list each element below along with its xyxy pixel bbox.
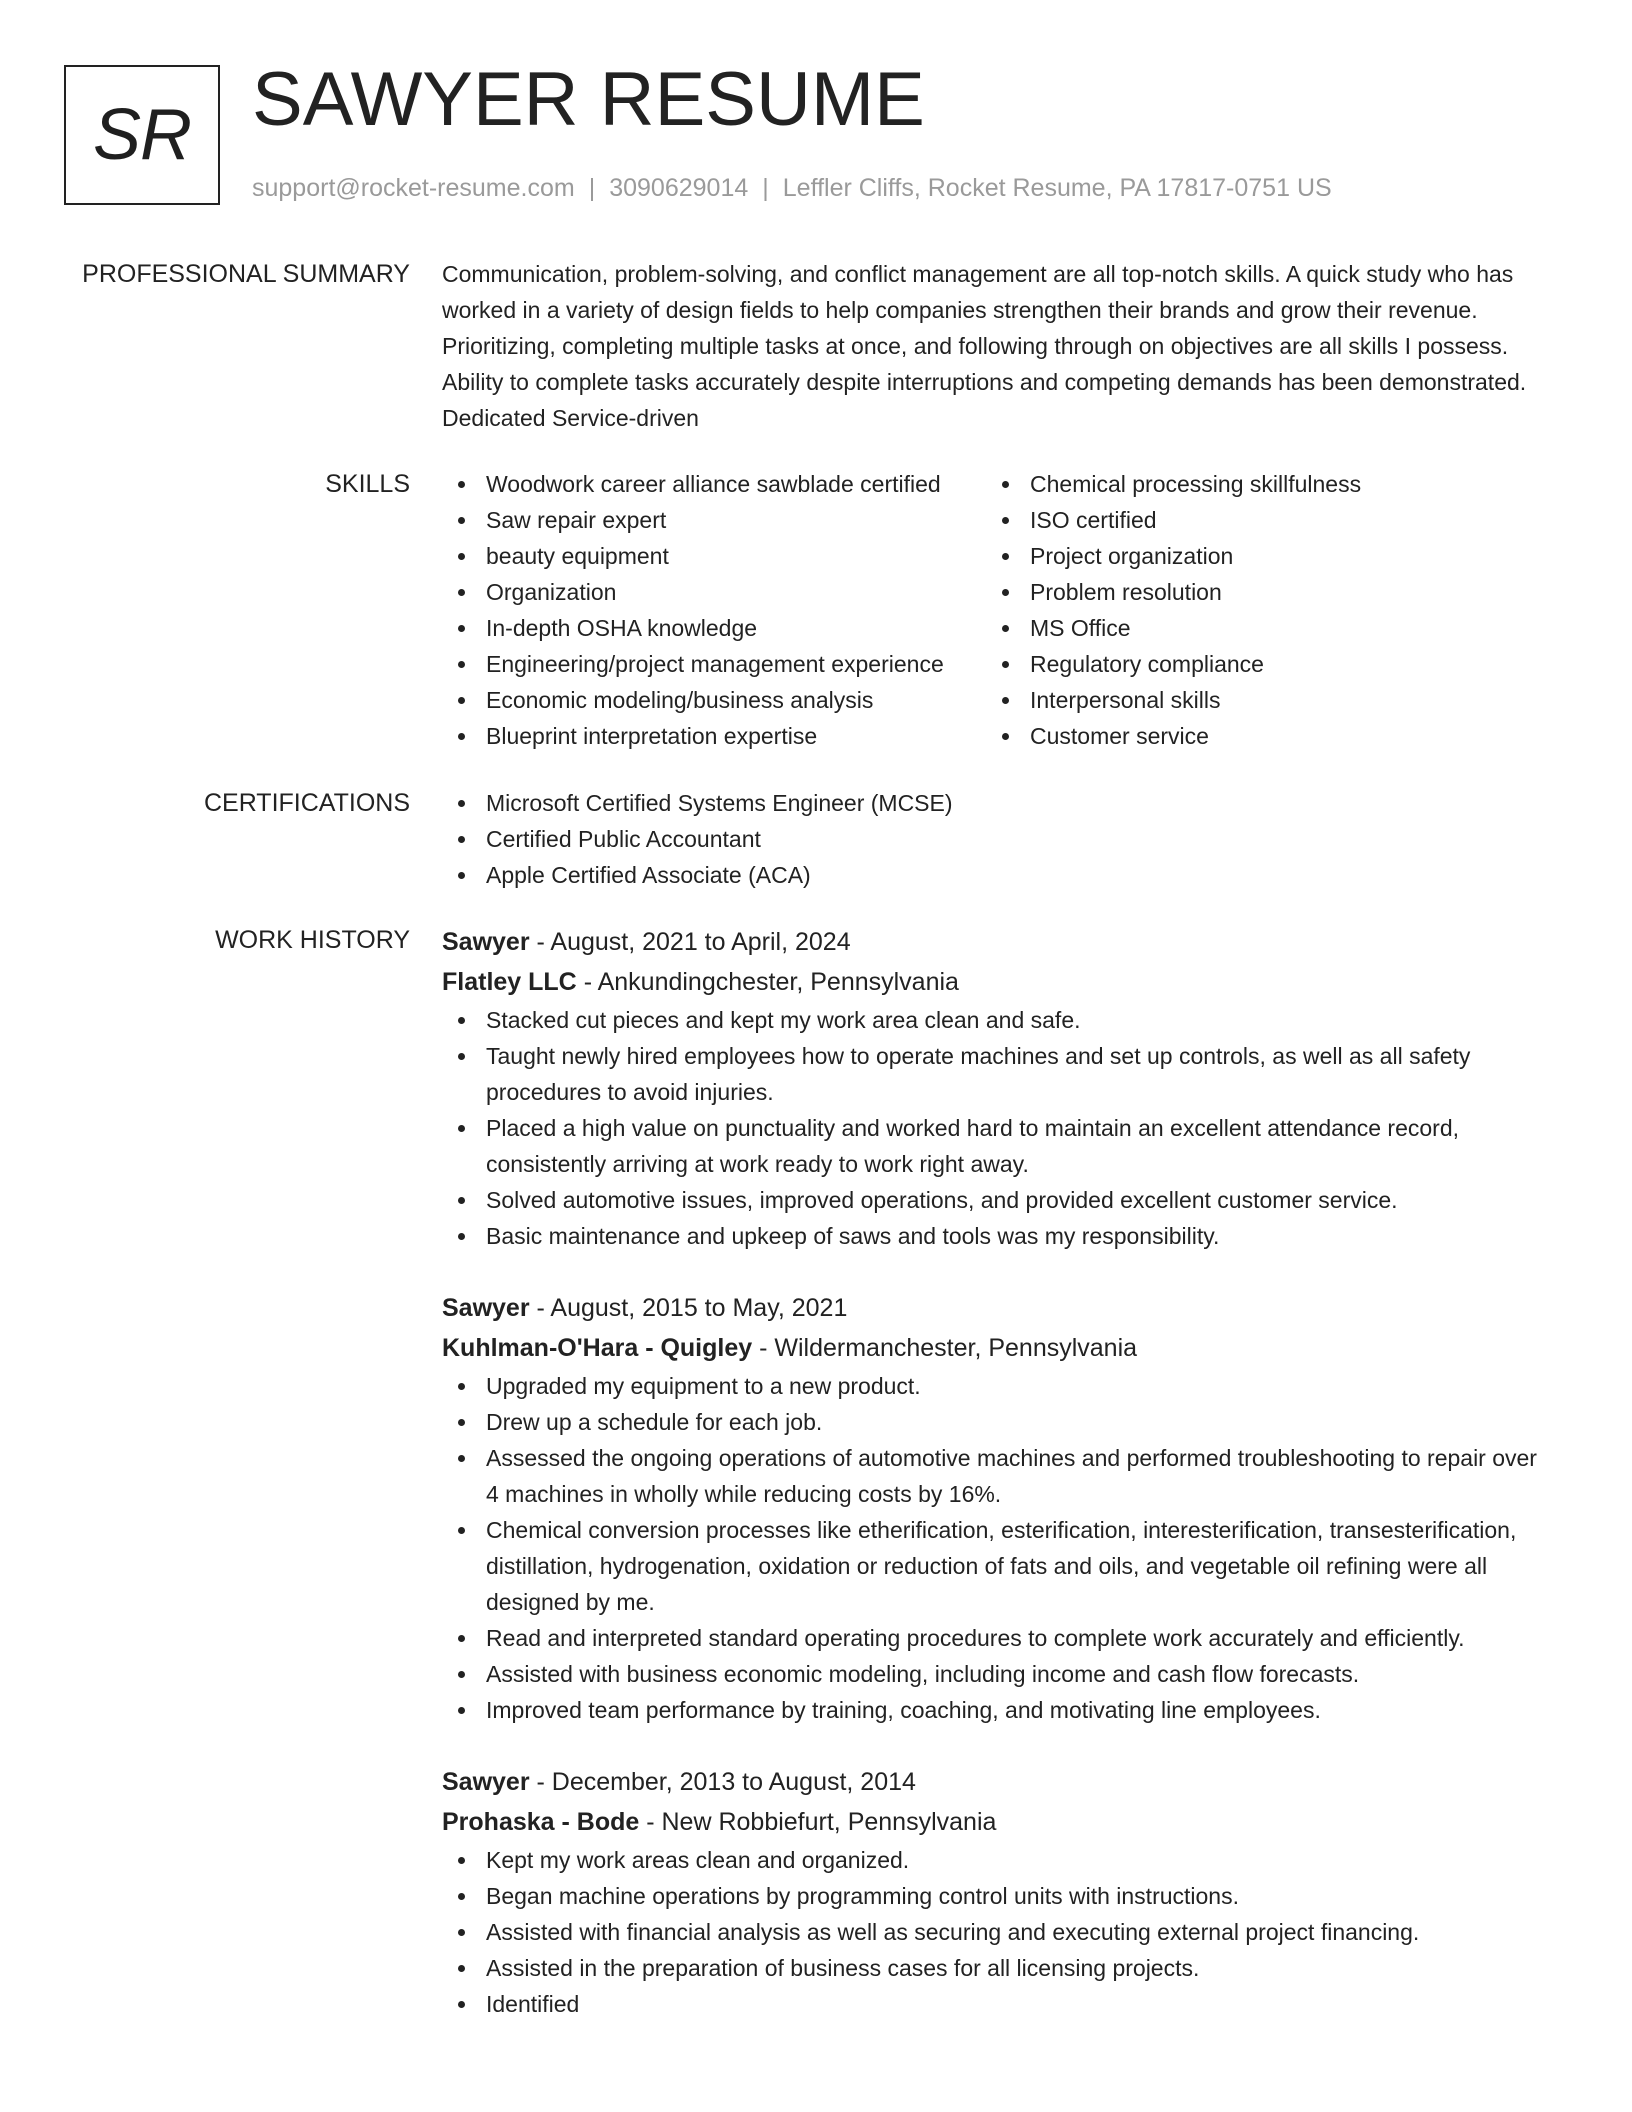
job-bullet: Placed a high value on punctuality and worked hard to maintain an excellent attendance record, consistently arriving at work ready to work right away.: [442, 1110, 1552, 1182]
job-role: Sawyer: [442, 1294, 530, 1322]
certification-item: Microsoft Certified Systems Engineer (MCSE): [442, 785, 1552, 821]
job-bullet: Solved automotive issues, improved operations, and provided excellent customer service.: [442, 1182, 1552, 1218]
skill-item: MS Office: [986, 610, 1486, 646]
certifications-list: [442, 785, 1552, 893]
job-bullet: Assessed the ongoing operations of automotive machines and performed troubleshooting to repair over 4 machines in wholly while reducing costs by 16%.: [442, 1440, 1552, 1512]
skills-column-2: [986, 466, 1486, 754]
summary-text: Communication, problem-solving, and conflict management are all top-notch skills. A quick study who has worked in a variety of design fields to help companies strengthen their brands and grow their revenue. Prioritizing, completing multiple tasks at once, and following through on objectives are all skills I possess. Ability to complete tasks accurately despite interruptions and competing demands has been demonstrated. Dedicated Service-driven: [442, 261, 1527, 431]
contact-address: Leffler Cliffs, Rocket Resume, PA 17817-0751 US: [782, 174, 1332, 202]
job-company-line: [442, 1802, 1552, 1842]
job-company: Prohaska - Bode: [442, 1808, 640, 1836]
job-title-line: [442, 1762, 1552, 1802]
job-bullet: Chemical conversion processes like etherification, esterification, interesterification, transesterification, distillation, hydrogenation, oxidation or reduction of fats and oils, and vegetable oil refining were all designed by me.: [442, 1512, 1552, 1620]
job-bullet: Identified: [442, 1986, 1552, 2022]
skills-body: [442, 466, 1552, 754]
initials: SR: [92, 95, 192, 175]
skill-item: Problem resolution: [986, 574, 1486, 610]
section-title-certifications: CERTIFICATIONS: [203, 789, 410, 817]
job-entry: [442, 1288, 1552, 1728]
contact-separator: |: [762, 174, 769, 202]
certification-item: Apple Certified Associate (ACA): [442, 857, 1552, 893]
monogram-box: [64, 65, 220, 205]
job-location: - Wildermanchester, Pennsylvania: [752, 1334, 1138, 1362]
job-location: - Ankundingchester, Pennsylvania: [576, 968, 959, 996]
job-bullet: Read and interpreted standard operating procedures to complete work accurately and efficiently.: [442, 1620, 1552, 1656]
skill-item: Saw repair expert: [442, 502, 986, 538]
job-title-line: [442, 1288, 1552, 1328]
contact-line: [252, 172, 1332, 204]
skill-item: In-depth OSHA knowledge: [442, 610, 986, 646]
job-bullet: Taught newly hired employees how to operate machines and set up controls, as well as all safety procedures to avoid injuries.: [442, 1038, 1552, 1110]
certification-item: Certified Public Accountant: [442, 821, 1552, 857]
job-bullet: Assisted with business economic modeling, including income and cash flow forecasts.: [442, 1656, 1552, 1692]
job-bullet-list: [442, 1842, 1552, 2022]
job-company: Flatley LLC: [442, 968, 577, 996]
job-bullet-list: [442, 1368, 1552, 1728]
work-history-body: [442, 922, 1552, 2022]
job-bullet: Drew up a schedule for each job.: [442, 1404, 1552, 1440]
job-entry: [442, 922, 1552, 1254]
skill-item: Customer service: [986, 718, 1486, 754]
skill-item: Regulatory compliance: [986, 646, 1486, 682]
job-company: Kuhlman-O'Hara - Quigley: [442, 1334, 753, 1362]
contact-phone: 3090629014: [609, 174, 749, 202]
job-bullet: Assisted with financial analysis as well as securing and executing external project financing.: [442, 1914, 1552, 1950]
skill-item: Interpersonal skills: [986, 682, 1486, 718]
skill-item: Project organization: [986, 538, 1486, 574]
skill-item: Chemical processing skillfulness: [986, 466, 1486, 502]
job-title-line: [442, 922, 1552, 962]
skill-item: Economic modeling/business analysis: [442, 682, 986, 718]
job-bullet: Kept my work areas clean and organized.: [442, 1842, 1552, 1878]
contact-separator: |: [588, 174, 596, 202]
skill-item: Organization: [442, 574, 986, 610]
job-company-line: [442, 962, 1552, 1002]
job-bullet: Upgraded my equipment to a new product.: [442, 1368, 1552, 1404]
job-company-line: [442, 1328, 1552, 1368]
job-dates: - August, 2021 to April, 2024: [529, 928, 851, 956]
job-role: Sawyer: [442, 1768, 530, 1796]
job-bullet: Basic maintenance and upkeep of saws and tools was my responsibility.: [442, 1218, 1552, 1254]
section-title-skills: SKILLS: [325, 470, 410, 498]
job-role: Sawyer: [442, 928, 530, 956]
skill-item: ISO certified: [986, 502, 1486, 538]
job-bullet: Began machine operations by programming control units with instructions.: [442, 1878, 1552, 1914]
certifications-body: [442, 785, 1552, 893]
skill-item: Woodwork career alliance sawblade certified: [442, 466, 986, 502]
job-entry: [442, 1762, 1552, 2022]
job-dates: - December, 2013 to August, 2014: [529, 1768, 916, 1796]
job-bullet: Stacked cut pieces and kept my work area clean and safe.: [442, 1002, 1552, 1038]
contact-email: support@rocket-resume.com: [252, 174, 575, 202]
job-dates: - August, 2015 to May, 2021: [529, 1294, 848, 1322]
job-bullet-list: [442, 1002, 1552, 1254]
job-bullet: Assisted in the preparation of business cases for all licensing projects.: [442, 1950, 1552, 1986]
skills-column-1: [442, 466, 986, 754]
skill-item: Blueprint interpretation expertise: [442, 718, 986, 754]
job-bullet: Improved team performance by training, coaching, and motivating line employees.: [442, 1692, 1552, 1728]
section-title-work-history: WORK HISTORY: [215, 926, 410, 954]
skill-item: Engineering/project management experience: [442, 646, 986, 682]
section-title-summary: PROFESSIONAL SUMMARY: [82, 260, 410, 288]
job-location: - New Robbiefurt, Pennsylvania: [639, 1808, 997, 1836]
skill-item: beauty equipment: [442, 538, 986, 574]
resume-name: SAWYER RESUME: [252, 57, 925, 142]
